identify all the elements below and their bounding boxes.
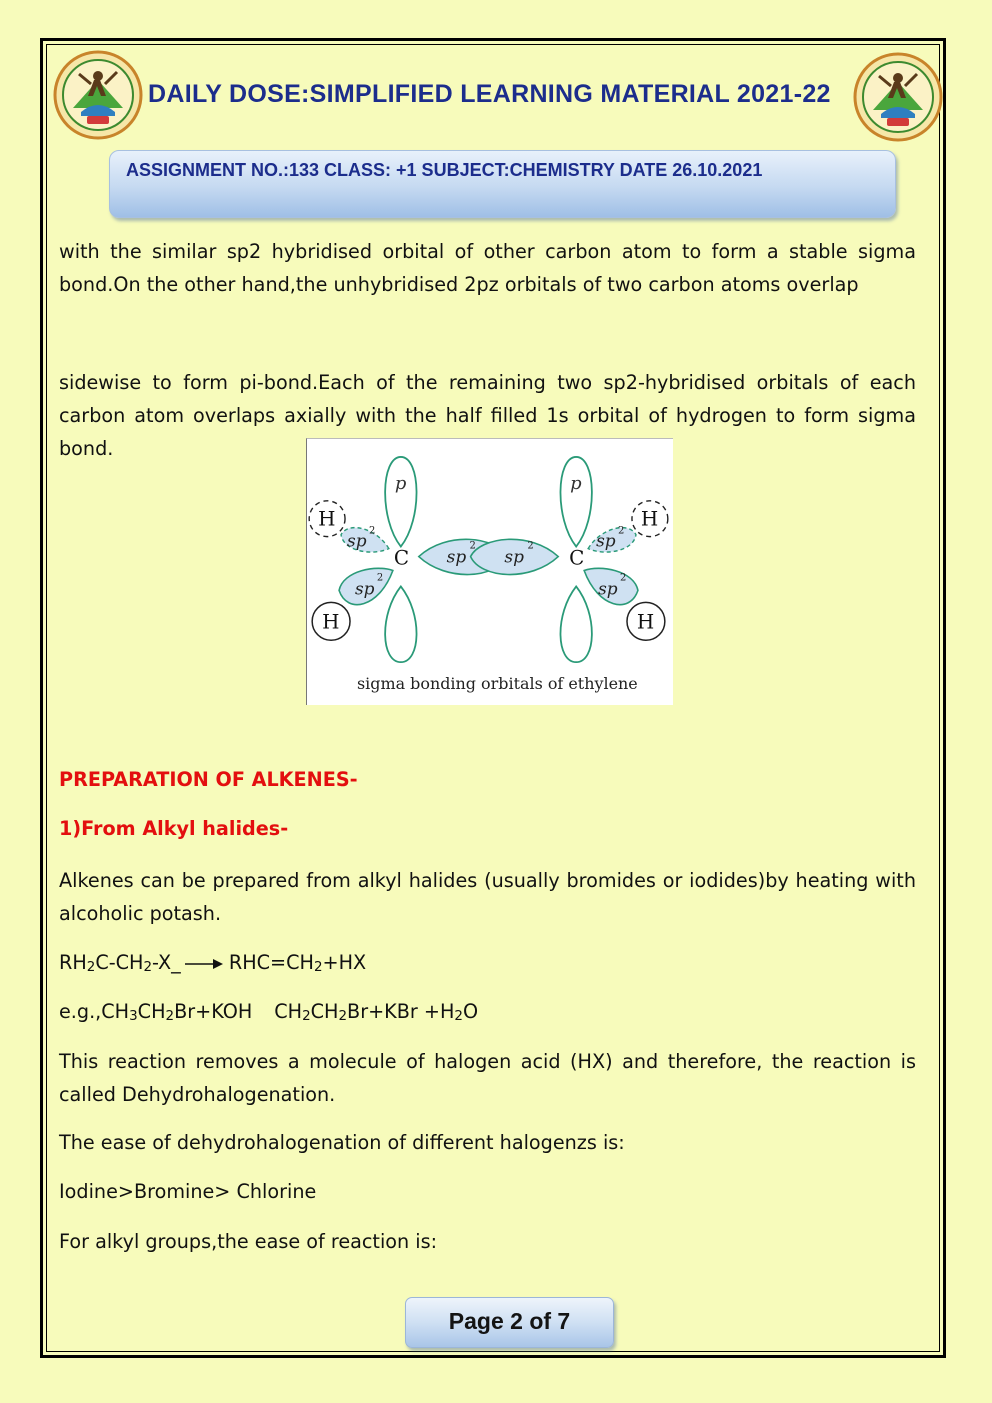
equation-general [59,946,366,979]
eq1-sub-b: 2 [143,960,153,975]
paragraph-alkyl-groups: For alkyl groups,the ease of reaction is: [59,1230,438,1253]
eq2-eg: e.g.,CH [59,1000,130,1023]
left-upper-h: H [318,507,336,531]
central-sp-label-right: sp [504,546,524,567]
eq1-rh: RH [59,951,87,974]
assignment-banner [109,150,896,218]
eq2-prod-b: CH [310,1000,339,1023]
figure-caption: sigma bonding orbitals of ethylene [357,674,638,694]
left-upper-sp-label: sp [347,530,367,551]
central-sup-left: 2 [469,540,476,552]
paragraph-alkyl-halides: Alkenes can be prepared from alkyl halides (usually bromides or iodides)by heating with alcoholic potash. [59,869,916,925]
reaction-arrow-icon [185,957,225,971]
section-heading: PREPARATION OF ALKENES- [59,768,358,791]
equation-example [59,995,478,1028]
central-sp-label-left: sp [446,546,467,567]
paragraph-pi-bond: sidewise to form pi-bond.Each of the remaining two sp2-hybridised orbitals of each carbon atom overlaps axially with the half filled 1s orbital of hydrogen to form sigma bond. [59,371,916,460]
right-upper-sp-label: sp [596,530,616,551]
assignment-info: ASSIGNMENT NO.:133 CLASS: +1 SUBJECT:CHEMISTRY DATE 26.10.2021 [126,160,763,180]
left-lower-h: H [322,610,340,634]
eq2-sub2-b: 2 [302,1009,311,1024]
eq2-prod-a: CH [274,1000,303,1023]
right-p-label: p [570,472,582,494]
page-number: Page 2 of 7 [448,1308,571,1334]
paragraph-halogen-order: Iodine>Bromine> Chlorine [59,1180,317,1203]
ethylene-orbital-figure [306,438,673,705]
eq2-br-koh: Br+KOH [174,1000,253,1023]
eq1-rhs2: +HX [322,951,367,974]
eq1-x: -X_ [152,951,181,974]
right-lower-sup: 2 [620,572,627,584]
eq2-ch2: CH [137,1000,166,1023]
eq1-sub-c: 2 [313,960,323,975]
eq1-c1: C-CH [95,951,144,974]
right-p-orbital-lower [560,586,591,662]
header-title: DAILY DOSE:SIMPLIFIED LEARNING MATERIAL 2021-22 [148,80,831,108]
right-upper-sup: 2 [618,525,625,537]
eq1-sub-a: 2 [86,960,96,975]
eq2-sub2-a: 2 [165,1009,175,1024]
eq2-sub3: 3 [129,1009,138,1024]
left-p-label: p [394,472,407,494]
left-school-logo [53,50,143,140]
eq2-prod-c: Br+KBr +H [347,1000,455,1023]
right-lower-sp-label: sp [598,578,618,599]
left-p-orbital-upper [385,457,416,547]
central-sup-right: 2 [527,540,534,552]
eq2-sub2-d: 2 [454,1009,463,1024]
eq2-sub2-c: 2 [338,1009,348,1024]
left-lower-sup: 2 [376,572,384,584]
left-lower-sp-label: sp [355,578,375,599]
right-upper-h: H [640,507,659,531]
right-lower-h: H [636,610,655,634]
right-carbon-label: C [569,546,585,570]
page-indicator [405,1297,614,1348]
paragraph-sigma-bond: with the similar sp2 hybridised orbital of other carbon atom to form a stable sigma bond.On the other hand,the unhybridised 2pz orbitals of two carbon atoms overlap [59,240,916,296]
paragraph-ease-halogens: The ease of dehydrohalogenation of different halogenzs is: [59,1131,625,1154]
eq2-o: O [462,1000,479,1023]
eq1-rhs1: RHC=CH [228,951,314,974]
left-carbon-label: C [393,546,410,570]
left-upper-sup: 2 [368,525,376,537]
right-school-logo [853,52,943,142]
left-p-orbital-lower [385,586,416,662]
right-p-orbital-upper [560,457,591,547]
paragraph-dehydrohalogenation: This reaction removes a molecule of halogen acid (HX) and therefore, the reaction is called Dehydrohalogenation. [59,1050,916,1106]
subheading-alkyl-halides: 1)From Alkyl halides- [59,817,289,840]
